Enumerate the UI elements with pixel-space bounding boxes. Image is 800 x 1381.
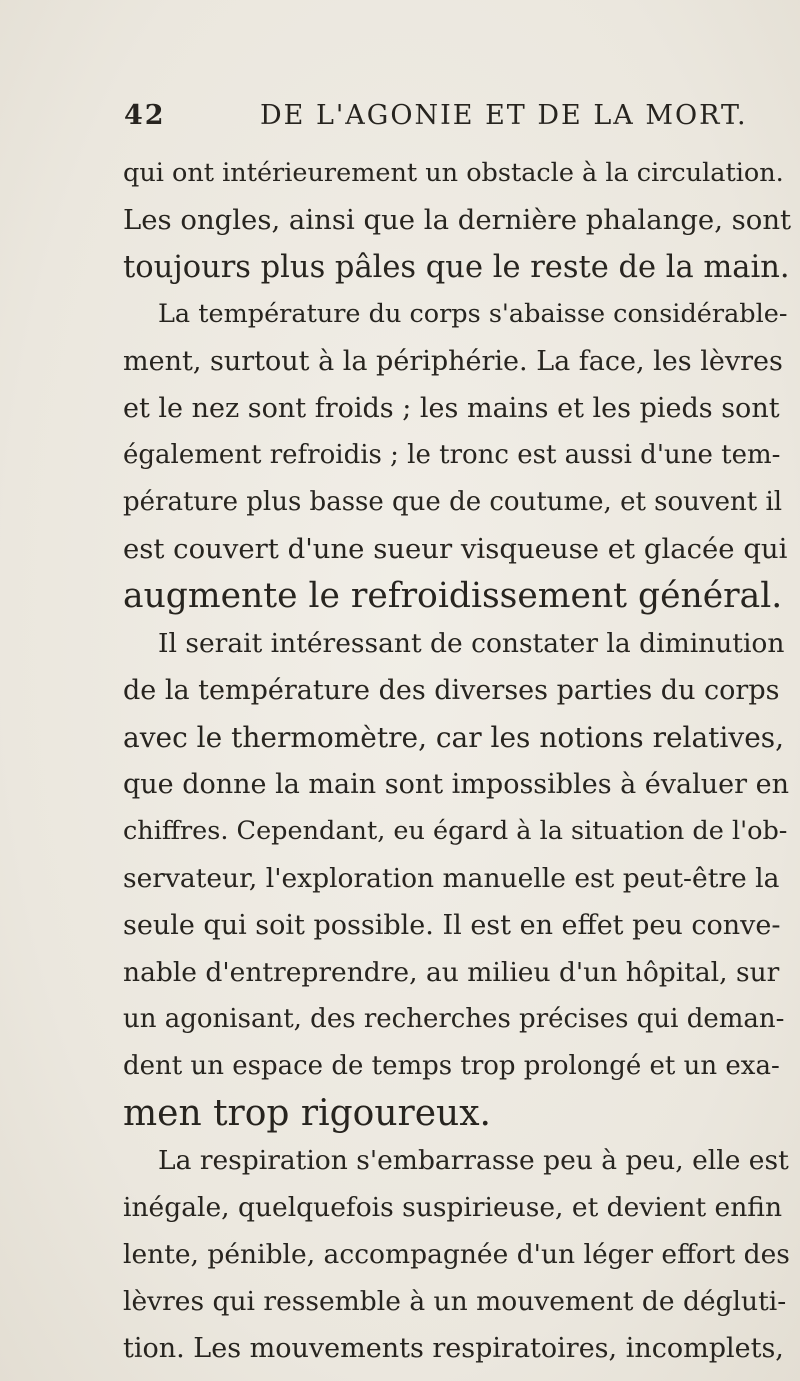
page-number: 42 [124,100,166,131]
text-line: Les ongles, ainsi que la dernière phalange, sont [123,204,791,236]
text-line: qui ont intérieurement un obstacle à la circulation. [123,158,784,188]
text-line: avec le thermomètre, car les notions relatives, [123,721,785,754]
text-line: servateur, l'exploration manuelle est peut-être la [123,863,780,894]
text-line: men trop rigoureux. [123,1093,491,1134]
text-line: La respiration s'embarrasse peu à peu, elle est [158,1145,789,1176]
text-line: La température du corps s'abaisse considérable- [158,299,788,329]
text-line: tion. Les mouvements respiratoires, incomplets, [123,1333,784,1364]
text-line: dent un espace de temps trop prolongé et un exa- [123,1051,780,1081]
text-line: ment, surtout à la périphérie. La face, les lèvres [123,346,783,377]
running-title: DE L'AGONIE ET DE LA MORT. [260,100,748,131]
text-line: et le nez sont froids ; les mains et les pieds sont [123,393,780,424]
text-line: augmente le refroidissement général. [123,576,783,616]
text-line: un agonisant, des recherches précises qui deman- [123,1004,785,1034]
text-line: chiffres. Cependant, eu égard à la situation de l'ob- [123,816,788,846]
text-line: Il serait intéressant de constater la diminution [158,628,785,659]
text-line: que donne la main sont impossibles à évaluer en [123,769,789,800]
text-line: seule qui soit possible. Il est en effet peu conve- [123,910,781,941]
text-line: lèvres qui ressemble à un mouvement de dégluti- [123,1286,787,1317]
text-line: lente, pénible, accompagnée d'un léger effort des [123,1239,790,1270]
text-line: nable d'entreprendre, au milieu d'un hôpital, sur [123,957,780,988]
text-line: pérature plus basse que de coutume, et souvent il [123,487,783,517]
text-line: également refroidis ; le tronc est aussi d'une tem- [123,440,781,470]
page-header [124,96,774,136]
text-line: est couvert d'une sueur visqueuse et glacée qui [123,533,788,565]
text-line: toujours plus pâles que le reste de la main. [123,250,790,285]
text-line: de la température des diverses parties du corps [123,675,780,706]
text-line: inégale, quelquefois suspirieuse, et devient enfin [123,1192,783,1223]
